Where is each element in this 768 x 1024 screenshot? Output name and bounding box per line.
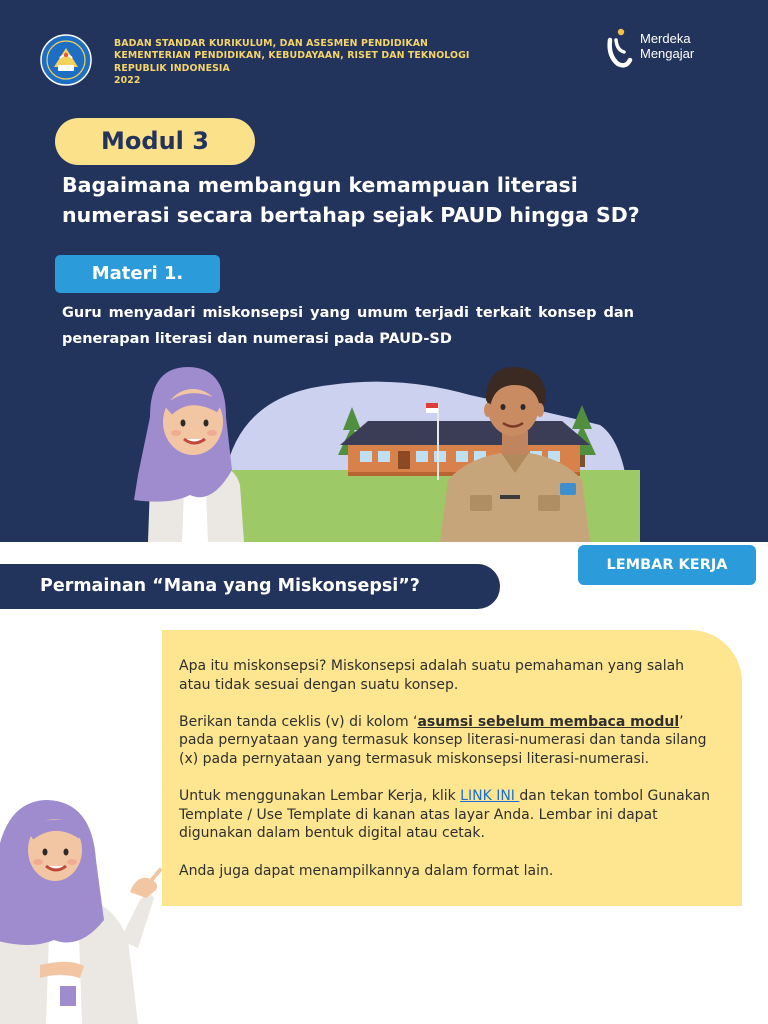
brand-name: [640, 31, 694, 61]
institution-line: BADAN STANDAR KURIKULUM, DAN ASESMEN PENDIDIKAN: [114, 38, 429, 49]
tut-wuri-emblem-icon: [40, 34, 92, 86]
instructions-box: [162, 630, 742, 906]
institution-line: KEMENTERIAN PENDIDIKAN, KEBUDAYAAN, RISET DAN TEKNOLOGI: [114, 50, 470, 62]
info-text: Untuk menggunakan Lembar Kerja, klik: [179, 788, 461, 805]
info-paragraph: Anda juga dapat menampilkannya dalam format lain.: [179, 862, 554, 879]
module-title-line: numerasi secara bertahap sejak PAUD hingga SD?: [62, 203, 640, 227]
institution-line: REPUBLIK INDONESIA: [114, 62, 230, 74]
info-paragraph: [179, 787, 712, 843]
info-paragraph: [179, 713, 712, 769]
worksheet-button[interactable]: LEMBAR KERJA: [578, 545, 756, 585]
presenter-illustration: [0, 790, 170, 1024]
worksheet-link[interactable]: LINK INI: [460, 788, 520, 805]
info-paragraph: Apa itu miskonsepsi? Miskonsepsi adalah suatu pemahaman yang salah atau tidak sesuai dengan suatu konsep.: [179, 658, 685, 693]
info-text: Berikan tanda ceklis (v) di kolom ‘: [179, 713, 418, 730]
materi-description: Guru menyadari miskonsepsi yang umum terjadi terkait konsep dan penerapan literasi dan numerasi pada PAUD-SD: [62, 305, 634, 347]
school-scene-illustration: [0, 355, 768, 542]
materi-badge: Materi 1.: [55, 255, 220, 293]
info-text: dan tekan tombol Gunakan Template / Use Template di kanan atas layar Anda. Lembar ini dapat digunakan dalam bentuk digital atau cetak.: [179, 788, 711, 842]
module-title: [62, 170, 702, 230]
section-title-banner: Permainan “Mana yang Miskonsepsi”?: [0, 564, 500, 609]
institution-year: 2022: [114, 75, 141, 87]
module-title-line: Bagaimana membangun kemampuan literasi: [62, 173, 578, 197]
institution-name: [114, 38, 469, 88]
brand-line: Merdeka: [640, 31, 691, 46]
info-text: ’ pada pernyataan yang termasuk konsep literasi-numerasi dan tanda silang (x) pada pernyataan yang termasuk miskonsepsi literasi-numerasi.: [179, 713, 707, 767]
module-badge: Modul 3: [55, 118, 255, 165]
info-emphasis: asumsi sebelum membaca modul: [417, 713, 680, 730]
brand-line: Mengajar: [640, 46, 695, 61]
